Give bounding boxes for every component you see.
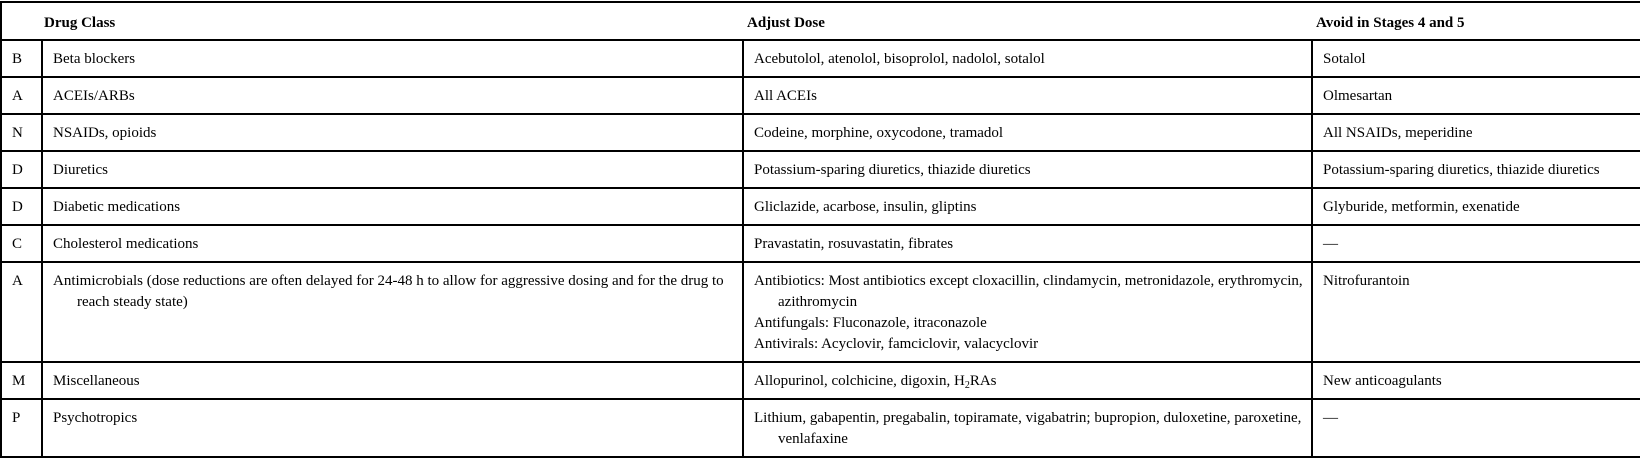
row-avoid <box>1312 399 1640 457</box>
avoid-text: New anticoagulants <box>1323 373 1442 389</box>
adjust-dose-line: All ACEIs <box>754 88 817 104</box>
row-drug-class <box>42 151 743 188</box>
drug-class-text: Diuretics <box>53 162 108 178</box>
row-letter: M <box>1 362 42 399</box>
drug-class-text: Diabetic medications <box>53 199 181 215</box>
row-letter: N <box>1 114 42 151</box>
adjust-dose-line: Pravastatin, rosuvastatin, fibrates <box>754 236 954 252</box>
avoid-text: Nitrofurantoin <box>1323 273 1410 289</box>
row-letter: A <box>1 262 42 362</box>
adjust-dose-line: Gliclazide, acarbose, insulin, gliptins <box>754 199 977 215</box>
drug-class-text: Cholesterol medications <box>53 236 199 252</box>
avoid-text: — <box>1323 410 1338 426</box>
drug-dosing-table <box>0 1 1640 458</box>
adjust-dose-line: Codeine, morphine, oxycodone, tramadol <box>754 125 1004 141</box>
adjust-dose-line <box>754 371 1305 392</box>
row-adjust-dose <box>743 114 1312 151</box>
adjust-dose-line: Potassium-sparing diuretics, thiazide diuretics <box>754 162 1031 178</box>
avoid-text: Potassium-sparing diuretics, thiazide diuretics <box>1323 162 1600 178</box>
row-letter: C <box>1 225 42 262</box>
row-avoid <box>1312 225 1640 262</box>
table-row <box>1 225 1640 262</box>
row-adjust-dose <box>743 362 1312 399</box>
row-letter: D <box>1 188 42 225</box>
header-avoid: Avoid in Stages 4 and 5 <box>1312 2 1640 40</box>
adjust-dose-line: Acebutolol, atenolol, bisoprolol, nadolol, sotalol <box>754 51 1045 67</box>
table-row <box>1 399 1640 457</box>
row-avoid <box>1312 114 1640 151</box>
table-header-row <box>1 2 1640 40</box>
header-drug-class: Drug Class <box>42 2 743 40</box>
table-row <box>1 362 1640 399</box>
avoid-text: — <box>1323 236 1338 252</box>
avoid-text: Glyburide, metformin, exenatide <box>1323 199 1520 215</box>
row-avoid <box>1312 40 1640 77</box>
row-drug-class <box>42 362 743 399</box>
avoid-text: All NSAIDs, meperidine <box>1323 125 1473 141</box>
drug-class-text: Miscellaneous <box>53 373 140 389</box>
drug-class-text: ACEIs/ARBs <box>53 88 135 104</box>
row-drug-class <box>42 399 743 457</box>
row-letter: P <box>1 399 42 457</box>
row-drug-class <box>42 114 743 151</box>
subscript-text: 2 <box>964 380 970 391</box>
table-row <box>1 77 1640 114</box>
row-drug-class <box>42 40 743 77</box>
row-letter: D <box>1 151 42 188</box>
adjust-dose-line: Antibiotics: Most antibiotics except cloxacillin, clindamycin, metronidazole, erythromycin, azithromycin <box>754 273 1303 310</box>
drug-class-text: Beta blockers <box>53 51 136 67</box>
row-adjust-dose <box>743 77 1312 114</box>
header-adjust-dose: Adjust Dose <box>743 2 1312 40</box>
row-drug-class <box>42 225 743 262</box>
row-avoid <box>1312 77 1640 114</box>
row-avoid <box>1312 188 1640 225</box>
drug-class-text: Antimicrobials (dose reductions are often delayed for 24-48 h to allow for aggressive dosing and for the drug to reach steady state) <box>53 273 724 310</box>
header-letter <box>1 2 42 40</box>
table-row <box>1 40 1640 77</box>
row-adjust-dose <box>743 262 1312 362</box>
row-adjust-dose <box>743 188 1312 225</box>
row-drug-class <box>42 262 743 362</box>
row-adjust-dose <box>743 151 1312 188</box>
row-adjust-dose <box>743 225 1312 262</box>
table-row <box>1 114 1640 151</box>
avoid-text: Olmesartan <box>1323 88 1393 104</box>
row-avoid <box>1312 262 1640 362</box>
row-drug-class <box>42 188 743 225</box>
drug-class-text: Psychotropics <box>53 410 138 426</box>
adjust-dose-line: Antivirals: Acyclovir, famciclovir, valacyclovir <box>754 336 1039 352</box>
row-letter: B <box>1 40 42 77</box>
table-row <box>1 188 1640 225</box>
row-avoid <box>1312 151 1640 188</box>
row-adjust-dose <box>743 40 1312 77</box>
adjust-dose-line: Lithium, gabapentin, pregabalin, topiramate, vigabatrin; bupropion, duloxetine, paroxetine, venlafaxine <box>754 410 1302 447</box>
adjust-dose-text: RAs <box>969 373 997 389</box>
drug-class-text: NSAIDs, opioids <box>53 125 157 141</box>
avoid-text: Sotalol <box>1323 51 1366 67</box>
adjust-dose-line: Antifungals: Fluconazole, itraconazole <box>754 315 987 331</box>
row-letter: A <box>1 77 42 114</box>
table-row <box>1 151 1640 188</box>
table-row <box>1 262 1640 362</box>
row-avoid <box>1312 362 1640 399</box>
adjust-dose-text: Allopurinol, colchicine, digoxin, H <box>754 373 965 389</box>
row-drug-class <box>42 77 743 114</box>
row-adjust-dose <box>743 399 1312 457</box>
